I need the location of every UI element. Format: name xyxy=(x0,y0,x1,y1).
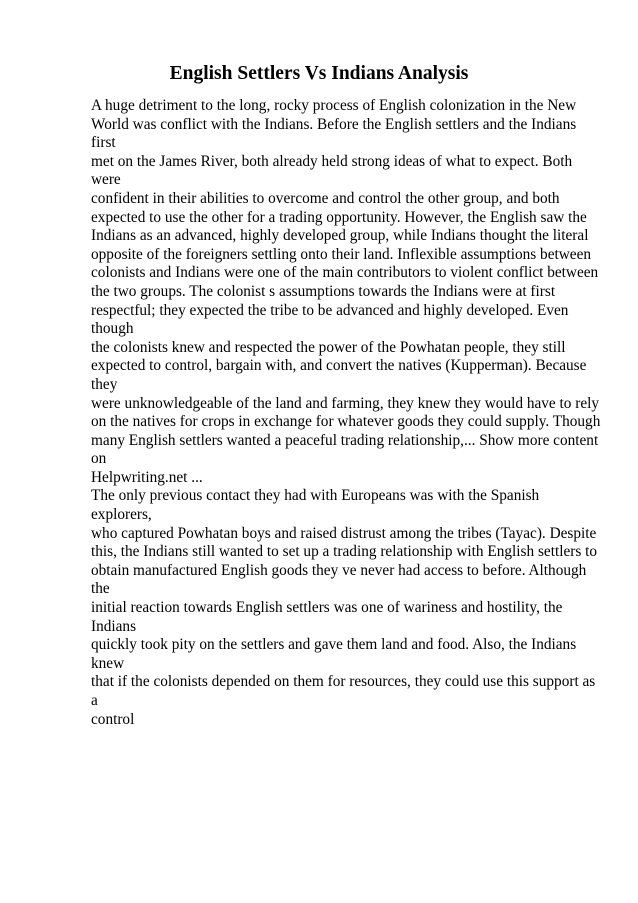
paragraph-2: The only previous contact they had with Europeans was with the Spanish explorers, who captured Powhatan boys and raised distrust among the tribes (Tayac). Despite this, the Indians still wanted to set up a trading relationship with English settlers to obtain manufactured English goods they ve never had access to before. Although the initial reaction towards English settlers was one of wariness and hostility, the Indians quickly took pity on the settlers and gave them land and food. Also, the Indians knew that if the colonists depended on them for resources, they could use this support as a control xyxy=(91,487,597,728)
paragraph-1: A huge detriment to the long, rocky process of English colonization in the New World was conflict with the Indians. Before the English settlers and the Indians first met on the James River, both already held strong ideas of what to expect. Both were confident in their abilities to overcome and control the other group, and both expected to use the other for a trading opportunity. However, the English saw the Indians as an advanced, highly developed group, while Indians thought the literal opposite of the foreigners settling onto their land. Inflexible assumptions between colonists and Indians were one of the main contributors to violent conflict between the two groups. The colonist s assumptions towards the Indians were at first respectful; they expected the tribe to be advanced and highly developed. Even though the colonists knew and respected the power of the Powhatan people, they still expected to control, bargain with, and convert the natives (Kupperman). Because they were unknowledgeable of the land and farming, they knew they would have to rely on the natives for crops in exchange for whatever goods they could supply. Though many English settlers wanted a peaceful trading relationship,... Show more content on Helpwriting.net ... xyxy=(91,97,601,486)
document-title: English Settlers Vs Indians Analysis xyxy=(169,63,469,84)
document-body xyxy=(91,97,601,729)
